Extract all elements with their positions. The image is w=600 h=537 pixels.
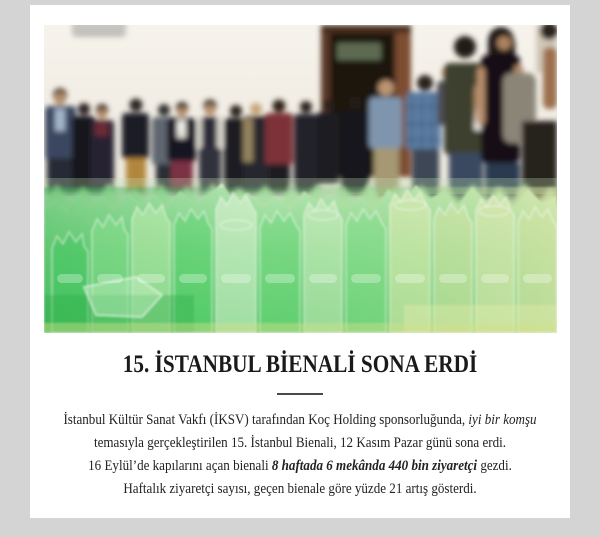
air-conditioner-unit [72, 25, 126, 37]
paragraph-line3-text-after: gezdi. [477, 458, 512, 474]
article-title: 15. İSTANBUL BİENALİ SONA ERDİ [122, 351, 478, 378]
paragraph-line1-italic: iyi bir komşu [468, 412, 537, 428]
article-card [30, 5, 570, 518]
paragraph-line4-text: Haftalık ziyaretçi sayısı, geçen bienale göre yüzde 21 artış gösterdi. [123, 481, 477, 497]
paragraph-line3-text: 16 Eylül’de kapılarını açan bienali [88, 458, 272, 474]
paragraph-line2-text: temasıyla gerçekleştirilen 15. İstanbul Bienali, 12 Kasım Pazar günü sona erdi. [93, 435, 507, 451]
paragraph-line1-text: İstanbul Kültür Sanat Vakfı (İKSV) tarafından Koç Holding sponsorluğunda, [63, 412, 469, 428]
article-paragraph [57, 409, 543, 501]
paragraph-line3-emphasis: 8 haftada 6 mekânda 440 bin ziyaretçi [271, 458, 478, 474]
broken-green-bottles [44, 178, 557, 333]
title-divider [277, 393, 323, 395]
biennial-photo [44, 25, 557, 333]
